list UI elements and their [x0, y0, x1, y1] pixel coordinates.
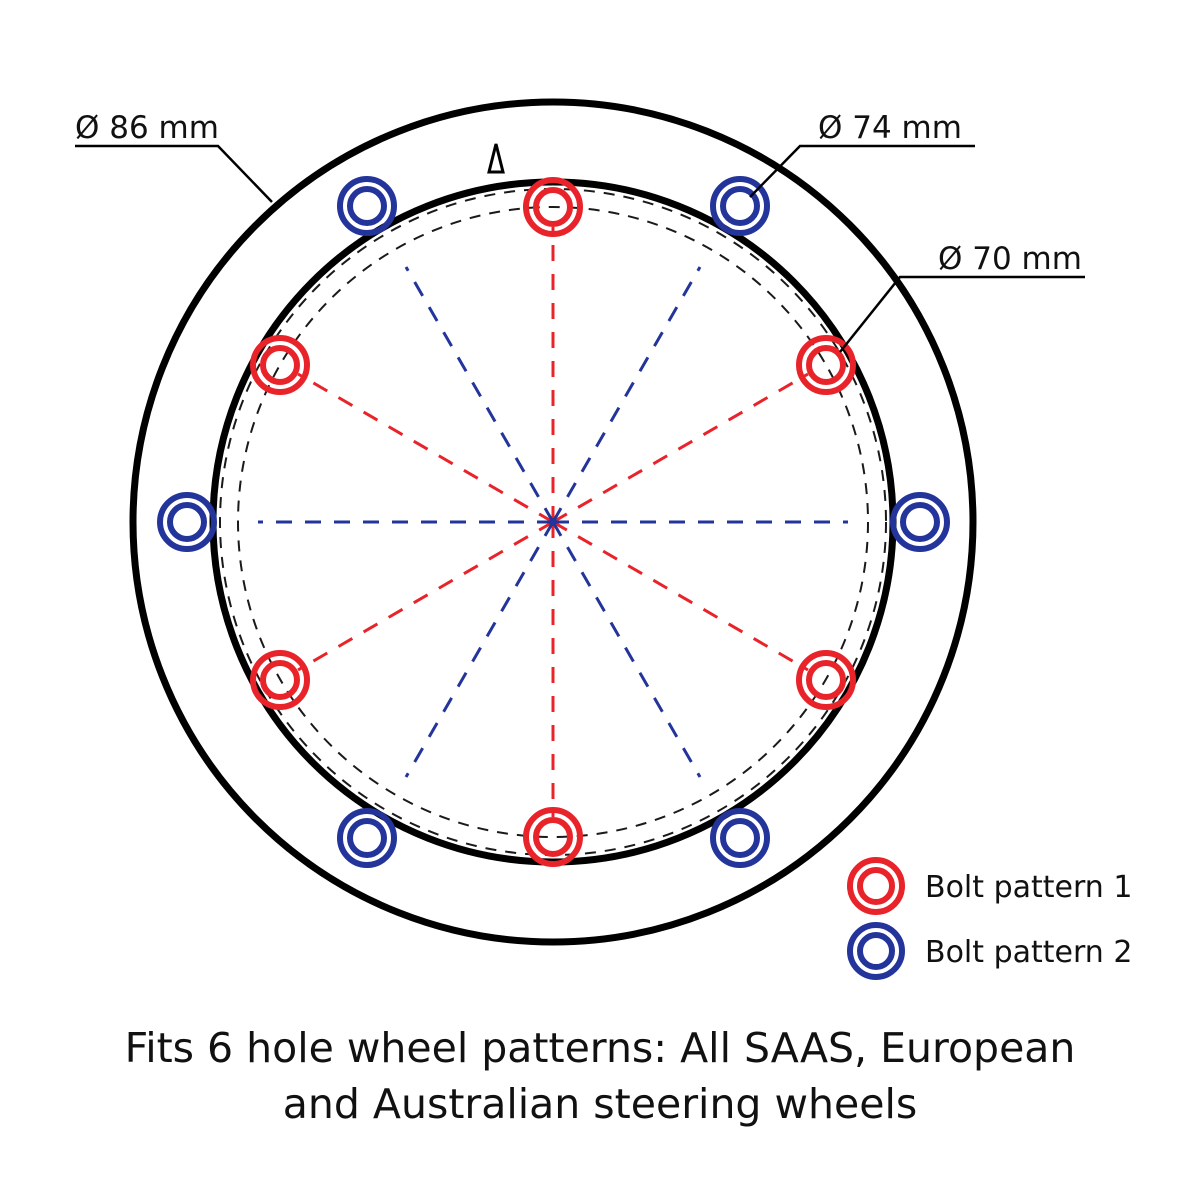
- center-point: [549, 518, 557, 526]
- bolt-hole-blue: [340, 179, 394, 233]
- bolt-hole-blue: [893, 495, 947, 549]
- bolt-hole-red: [253, 338, 307, 392]
- caption-line-2: and Australian steering wheels: [282, 1080, 918, 1128]
- alignment-triangle-icon: [489, 144, 503, 172]
- legend-label-pattern1: Bolt pattern 1: [925, 870, 1133, 905]
- legend-label-pattern2: Bolt pattern 2: [925, 935, 1133, 970]
- bolt-hole-red: [526, 810, 580, 864]
- dimension-label-74mm: Ø 74 mm: [818, 110, 962, 146]
- legend-swatch-blue-inner-icon: [860, 935, 892, 967]
- legend-swatch-red-inner-icon: [860, 870, 892, 902]
- bolt-hole-blue: [713, 811, 767, 865]
- dimension-label-70mm: Ø 70 mm: [938, 241, 1082, 277]
- bolt-hole-blue: [340, 811, 394, 865]
- legend-item-pattern1: [850, 860, 1132, 912]
- dimension-label-86mm: Ø 86 mm: [75, 110, 219, 146]
- leader-lines: [75, 146, 1085, 352]
- caption-line-1: Fits 6 hole wheel patterns: All SAAS, European: [124, 1024, 1076, 1072]
- bolt-hole-blue: [160, 495, 214, 549]
- legend-item-pattern2: [850, 925, 1132, 977]
- legend: [850, 860, 1132, 977]
